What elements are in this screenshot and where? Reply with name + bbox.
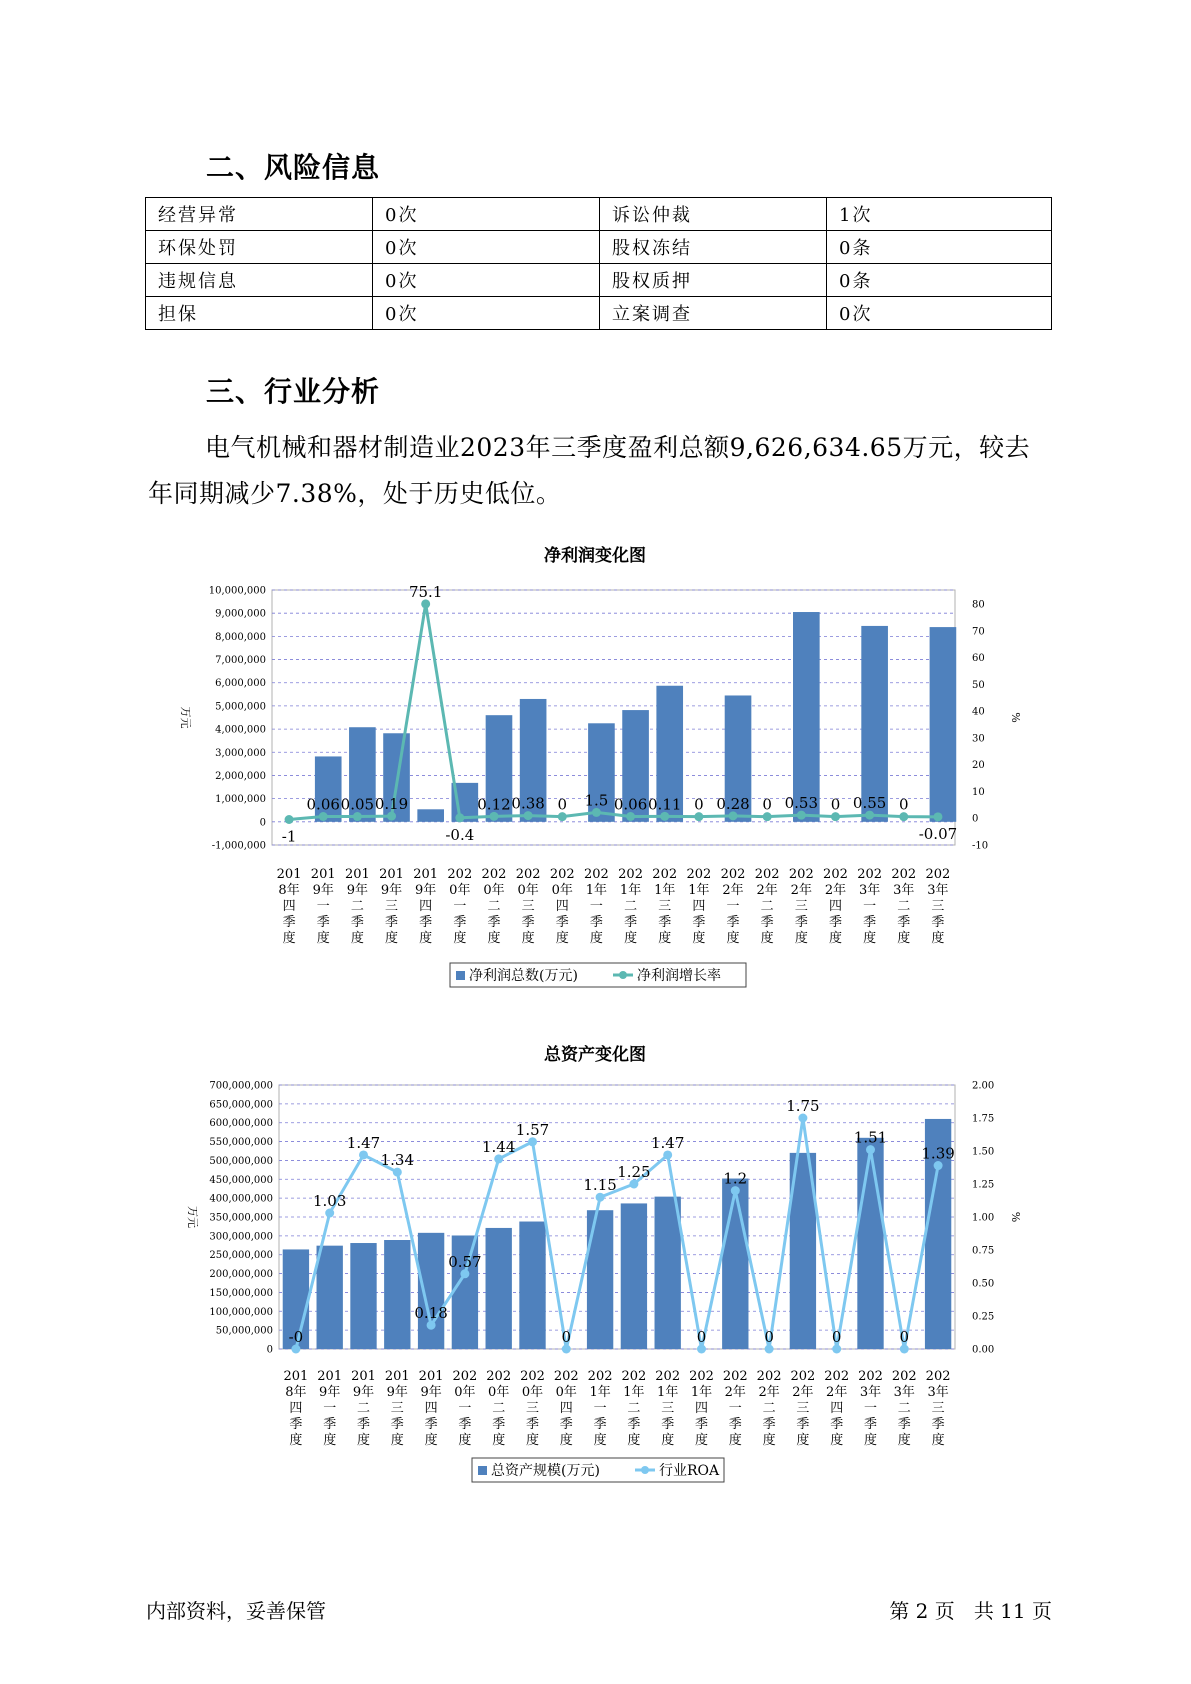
legend-swatch-point bbox=[641, 1466, 649, 1474]
data-label: 0.06 bbox=[306, 795, 340, 814]
y2-axis-label: % bbox=[1009, 712, 1022, 723]
x-tick-label: 202 2年三季度 bbox=[788, 867, 814, 946]
data-label: 0 bbox=[561, 1328, 572, 1346]
y2-tick-label: 40 bbox=[972, 706, 985, 718]
y2-axis-label: % bbox=[1009, 1211, 1022, 1223]
x-tick-label: 202 3年三季度 bbox=[925, 1369, 951, 1448]
x-tick-label: 202 3年二季度 bbox=[891, 867, 917, 946]
data-label: 75.1 bbox=[408, 582, 443, 601]
y-tick-label: 450,000,000 bbox=[209, 1174, 273, 1186]
risk-item-value: 0条 bbox=[827, 231, 1052, 264]
x-tick-label: 202 1年二季度 bbox=[618, 867, 643, 946]
data-label: 0.57 bbox=[448, 1252, 482, 1271]
risk-section-title: 二、风险信息 bbox=[206, 151, 381, 184]
net-profit-chart bbox=[0, 535, 1191, 999]
risk-item-value: 0次 bbox=[373, 264, 600, 297]
bar bbox=[519, 1222, 545, 1349]
footer-confidential-note: 内部资料，妥善保管 bbox=[146, 1599, 326, 1623]
x-tick-label: 202 0年二季度 bbox=[481, 867, 507, 946]
y2-tick-label: 1.00 bbox=[972, 1212, 995, 1224]
y-tick-label: 3,000,000 bbox=[215, 747, 266, 759]
footer-page-number: 第 2 页 共 11 页 bbox=[889, 1599, 1052, 1623]
x-tick-label: 202 0年四季度 bbox=[553, 1369, 579, 1448]
x-tick-label: 202 0年三季度 bbox=[515, 867, 541, 946]
line-point bbox=[285, 815, 294, 824]
total-assets-chart-svg bbox=[0, 1033, 1191, 1493]
bar bbox=[417, 809, 444, 822]
data-label: -0.07 bbox=[918, 824, 958, 843]
risk-item-label: 经营异常 bbox=[146, 198, 373, 231]
legend-swatch-point bbox=[619, 971, 627, 979]
y-tick-label: 0 bbox=[266, 1344, 273, 1356]
x-tick-label: 202 2年二季度 bbox=[754, 867, 780, 946]
bar bbox=[930, 627, 957, 822]
data-label: -0.4 bbox=[445, 825, 475, 844]
risk-item-value: 0次 bbox=[827, 297, 1052, 330]
data-label: 0.19 bbox=[374, 795, 409, 814]
y-tick-label: -1,000,000 bbox=[211, 840, 266, 852]
y-tick-label: 700,000,000 bbox=[209, 1080, 273, 1092]
bar bbox=[793, 612, 820, 822]
y-tick-label: 8,000,000 bbox=[215, 631, 266, 643]
data-label: 0.12 bbox=[477, 795, 511, 814]
x-tick-label: 202 0年一季度 bbox=[452, 1369, 478, 1448]
data-label: 0.38 bbox=[511, 794, 545, 813]
x-tick-label: 202 2年三季度 bbox=[790, 1369, 816, 1448]
y2-tick-label: 0.75 bbox=[972, 1245, 995, 1257]
risk-table-row bbox=[146, 231, 1052, 264]
data-label: 1.75 bbox=[786, 1097, 820, 1115]
y-tick-label: 100,000,000 bbox=[209, 1306, 273, 1318]
x-tick-label: 201 9年一季度 bbox=[317, 1369, 343, 1448]
y-tick-label: 7,000,000 bbox=[215, 655, 266, 667]
legend-swatch-bar bbox=[478, 1466, 487, 1475]
risk-table bbox=[145, 197, 1052, 330]
industry-section-title: 三、行业分析 bbox=[206, 375, 381, 408]
risk-table-row bbox=[146, 264, 1052, 297]
net-profit-chart-svg bbox=[0, 535, 1191, 995]
bar bbox=[655, 1197, 681, 1349]
risk-item-value: 0次 bbox=[373, 198, 600, 231]
data-label: 1.5 bbox=[584, 791, 609, 810]
y-tick-label: 2,000,000 bbox=[215, 770, 266, 782]
data-label: 0 bbox=[557, 795, 568, 814]
bar bbox=[861, 626, 888, 822]
data-label: 0 bbox=[899, 795, 909, 814]
y-tick-label: 10,000,000 bbox=[208, 585, 266, 597]
total-assets-chart bbox=[0, 1033, 1191, 1497]
bar bbox=[722, 1179, 748, 1349]
bar bbox=[418, 1233, 444, 1349]
data-label: 1.15 bbox=[583, 1176, 617, 1195]
data-label: 0 bbox=[762, 795, 772, 814]
y-tick-label: 9,000,000 bbox=[215, 608, 266, 620]
risk-item-value: 1次 bbox=[827, 198, 1052, 231]
x-tick-label: 202 0年四季度 bbox=[549, 867, 575, 946]
data-label: 0 bbox=[830, 795, 841, 814]
chart-title: 总资产变化图 bbox=[544, 1045, 646, 1065]
y-tick-label: 250,000,000 bbox=[209, 1250, 273, 1262]
risk-table-row bbox=[146, 297, 1052, 330]
legend-label: 净利润总数(万元) bbox=[469, 968, 578, 984]
chart-title: 净利润变化图 bbox=[544, 546, 646, 566]
bar bbox=[350, 1243, 376, 1349]
x-tick-label: 201 9年四季度 bbox=[413, 867, 439, 946]
legend-label: 行业ROA bbox=[659, 1463, 720, 1479]
y2-tick-label: 50 bbox=[972, 679, 985, 691]
data-label: 1.47 bbox=[346, 1133, 381, 1152]
y-tick-label: 350,000,000 bbox=[209, 1212, 273, 1224]
x-tick-label: 202 0年一季度 bbox=[447, 867, 473, 946]
risk-item-label: 诉讼仲裁 bbox=[600, 198, 827, 231]
y2-tick-label: 1.50 bbox=[972, 1146, 995, 1158]
x-tick-label: 201 8年四季度 bbox=[283, 1369, 309, 1448]
y2-tick-label: 20 bbox=[972, 760, 985, 772]
bar bbox=[587, 1210, 613, 1349]
legend bbox=[472, 1458, 724, 1482]
data-label: 1.57 bbox=[515, 1120, 550, 1139]
y2-tick-label: 70 bbox=[972, 626, 985, 638]
y-tick-label: 5,000,000 bbox=[215, 701, 266, 713]
legend-label: 净利润增长率 bbox=[637, 968, 721, 984]
risk-item-label: 股权质押 bbox=[600, 264, 827, 297]
data-label: 1.2 bbox=[723, 1169, 748, 1188]
data-label: 1.39 bbox=[921, 1144, 955, 1163]
data-label: -0 bbox=[288, 1328, 304, 1346]
x-tick-label: 202 2年四季度 bbox=[824, 1369, 850, 1448]
risk-item-label: 立案调查 bbox=[600, 297, 827, 330]
y-tick-label: 500,000,000 bbox=[209, 1155, 273, 1167]
risk-item-label: 违规信息 bbox=[146, 264, 373, 297]
risk-item-label: 担保 bbox=[146, 297, 373, 330]
x-tick-label: 202 1年三季度 bbox=[655, 1369, 681, 1448]
y-tick-label: 4,000,000 bbox=[215, 724, 266, 736]
y2-tick-label: -10 bbox=[972, 840, 989, 852]
risk-item-value: 0次 bbox=[373, 297, 600, 330]
data-label: 1.03 bbox=[312, 1192, 347, 1211]
y-tick-label: 300,000,000 bbox=[209, 1231, 273, 1243]
x-tick-label: 201 9年二季度 bbox=[351, 1369, 376, 1448]
data-label: 0 bbox=[764, 1328, 774, 1346]
line-point bbox=[933, 812, 942, 821]
legend-label: 总资产规模(万元) bbox=[491, 1463, 600, 1479]
y2-tick-label: 30 bbox=[972, 733, 985, 745]
x-tick-label: 202 1年四季度 bbox=[686, 867, 712, 946]
x-tick-label: 202 1年四季度 bbox=[689, 1369, 714, 1448]
y2-tick-label: 0.50 bbox=[972, 1278, 995, 1290]
data-label: 0.05 bbox=[340, 795, 375, 814]
risk-item-label: 股权冻结 bbox=[600, 231, 827, 264]
y2-tick-label: 1.25 bbox=[972, 1179, 995, 1191]
y2-tick-label: 0.00 bbox=[972, 1344, 995, 1356]
data-label: -1 bbox=[281, 827, 297, 846]
data-label: 0 bbox=[696, 1328, 707, 1346]
y-tick-label: 150,000,000 bbox=[209, 1287, 273, 1299]
data-label: 1.25 bbox=[617, 1163, 651, 1181]
x-tick-label: 202 3年一季度 bbox=[857, 867, 883, 946]
y-axis-label: 万元 bbox=[186, 1206, 199, 1228]
x-tick-label: 201 9年三季度 bbox=[384, 1369, 410, 1448]
x-tick-label: 202 2年一季度 bbox=[722, 1369, 748, 1448]
risk-item-label: 环保处罚 bbox=[146, 231, 373, 264]
data-label: 0.06 bbox=[613, 795, 648, 814]
data-label: 1.44 bbox=[481, 1137, 516, 1156]
data-label: 0.53 bbox=[784, 794, 819, 813]
bar bbox=[857, 1138, 883, 1349]
x-tick-label: 202 1年三季度 bbox=[652, 867, 678, 946]
x-tick-label: 202 1年一季度 bbox=[587, 1369, 613, 1448]
x-tick-label: 201 9年四季度 bbox=[418, 1369, 444, 1448]
bar bbox=[384, 1240, 410, 1349]
y2-tick-label: 10 bbox=[972, 786, 985, 798]
data-label: 1.47 bbox=[650, 1133, 685, 1152]
bar bbox=[486, 1228, 512, 1349]
risk-item-value: 0条 bbox=[827, 264, 1052, 297]
data-label: 1.51 bbox=[853, 1128, 888, 1147]
x-tick-label: 202 3年二季度 bbox=[891, 1369, 917, 1448]
x-tick-label: 202 2年二季度 bbox=[756, 1369, 782, 1448]
y-tick-label: 6,000,000 bbox=[215, 678, 266, 690]
bar bbox=[621, 1203, 647, 1349]
x-tick-label: 202 2年四季度 bbox=[823, 867, 848, 946]
x-tick-label: 202 3年一季度 bbox=[858, 1369, 883, 1448]
line-point bbox=[455, 813, 464, 822]
data-label: 0.28 bbox=[716, 794, 750, 813]
industry-summary-paragraph: 电气机械和器材制造业2023年三季度盈利总额9,626,634.65万元，较去年同期减少7.38%，处于历史低位。 bbox=[148, 433, 1031, 508]
data-label: 0.55 bbox=[852, 794, 887, 813]
x-tick-label: 201 8年四季度 bbox=[276, 867, 302, 946]
data-label: 0.11 bbox=[648, 795, 682, 814]
y-tick-label: 0 bbox=[259, 817, 266, 829]
y2-tick-label: 60 bbox=[972, 653, 985, 665]
bar bbox=[317, 1246, 343, 1349]
x-tick-label: 202 2年一季度 bbox=[720, 867, 746, 946]
y2-tick-label: 80 bbox=[972, 599, 985, 611]
y-tick-label: 400,000,000 bbox=[209, 1193, 273, 1205]
data-label: 0 bbox=[831, 1328, 842, 1346]
x-tick-label: 202 0年二季度 bbox=[486, 1369, 512, 1448]
legend-swatch-bar bbox=[456, 971, 465, 980]
y-axis-label: 万元 bbox=[179, 706, 192, 729]
y-tick-label: 200,000,000 bbox=[209, 1269, 273, 1281]
x-tick-label: 202 1年一季度 bbox=[584, 867, 609, 946]
y2-tick-label: 1.75 bbox=[972, 1113, 995, 1125]
y-tick-label: 50,000,000 bbox=[215, 1325, 273, 1337]
x-tick-label: 202 0年三季度 bbox=[520, 1369, 545, 1448]
x-tick-label: 202 1年二季度 bbox=[621, 1369, 647, 1448]
y2-tick-label: 2.00 bbox=[972, 1080, 995, 1092]
x-tick-label: 202 3年三季度 bbox=[925, 867, 951, 946]
legend bbox=[450, 963, 746, 987]
x-tick-label: 201 9年二季度 bbox=[344, 867, 370, 946]
y-tick-label: 550,000,000 bbox=[209, 1137, 273, 1149]
y-tick-label: 600,000,000 bbox=[209, 1118, 273, 1130]
risk-table-row bbox=[146, 198, 1052, 231]
y-tick-label: 650,000,000 bbox=[209, 1099, 273, 1111]
risk-item-value: 0次 bbox=[373, 231, 600, 264]
data-label: 0 bbox=[899, 1328, 910, 1346]
data-label: 0 bbox=[694, 795, 704, 814]
y2-tick-label: 0 bbox=[972, 813, 979, 825]
data-label: 1.34 bbox=[380, 1151, 415, 1170]
x-tick-label: 201 9年一季度 bbox=[310, 867, 336, 946]
x-tick-label: 201 9年三季度 bbox=[379, 867, 404, 946]
y2-tick-label: 0.25 bbox=[972, 1311, 995, 1323]
y-tick-label: 1,000,000 bbox=[215, 794, 266, 806]
data-label: 0.18 bbox=[414, 1304, 448, 1323]
